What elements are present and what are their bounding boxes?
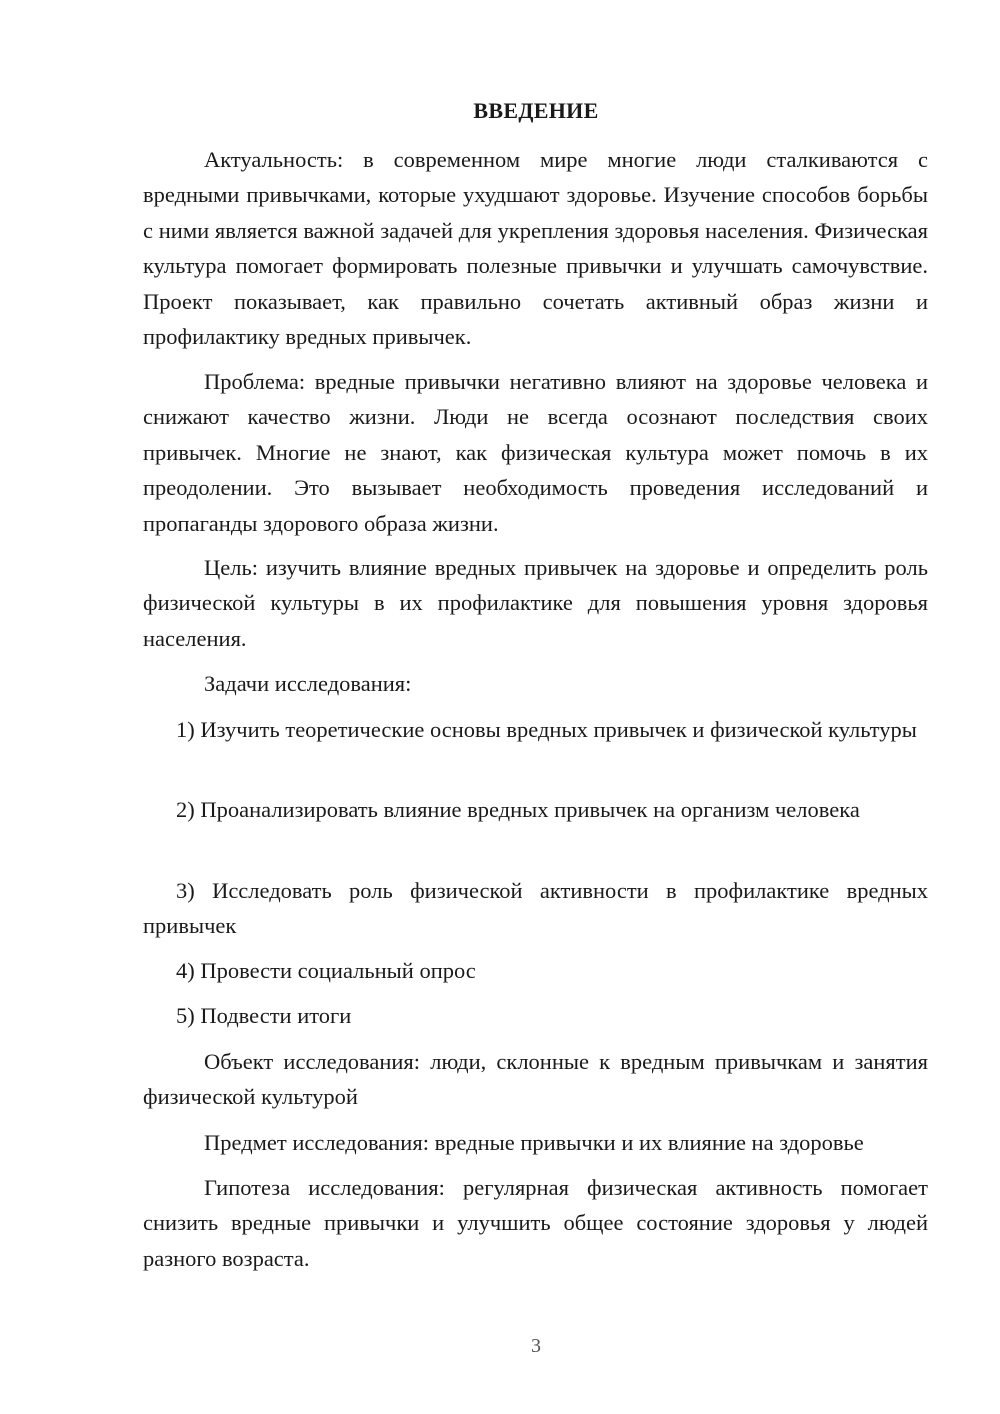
problem-paragraph: Проблема: вредные привычки негативно влияют на здоровье человека и снижают качество жизни. Люди не всегда осознают последствия своих привычек. Многие не знают, как физическая культура может помочь в их преодолении. Это вызывает необходимость проведения исследований и пропаганды здорового образа жизни. — [143, 369, 928, 536]
task-item-2: 2) Проанализировать влияние вредных привычек на организм человека — [176, 797, 860, 822]
hypothesis-paragraph: Гипотеза исследования: регулярная физическая активность помогает снизить вредные привычки и улучшить общее состояние здоровья у людей разного возраста. — [143, 1175, 928, 1271]
task-item-1: 1) Изучить теоретические основы вредных привычек и физической культуры — [176, 717, 917, 742]
task-item-5: 5) Подвести итоги — [176, 1003, 352, 1028]
task-item-4: 4) Провести социальный опрос — [176, 958, 476, 983]
page-title: ВВЕДЕНИЕ — [473, 98, 599, 123]
relevance-paragraph: Актуальность: в современном мире многие люди сталкиваются с вредными привычками, которые ухудшают здоровье. Изучение способов борьбы с ними является важной задачей для укрепления здоровья населения. Физическая культура помогает формировать полезные привычки и улучшать самочувствие. Проект показывает, как правильно сочетать активный образ жизни и профилактику вредных привычек. — [143, 147, 928, 350]
task-item-3: 3) Исследовать роль физической активности в профилактике вредных привычек — [143, 878, 928, 939]
goal-paragraph: Цель: изучить влияние вредных привычек на здоровье и определить роль физической культуры в их профилактике для повышения уровня здоровья населения. — [143, 555, 928, 651]
object-paragraph: Объект исследования: люди, склонные к вредным привычкам и занятия физической культурой — [143, 1049, 928, 1110]
tasks-heading: Задачи исследования: — [204, 671, 412, 696]
page-number: 3 — [531, 1335, 541, 1357]
subject-paragraph: Предмет исследования: вредные привычки и их влияние на здоровье — [204, 1130, 864, 1155]
